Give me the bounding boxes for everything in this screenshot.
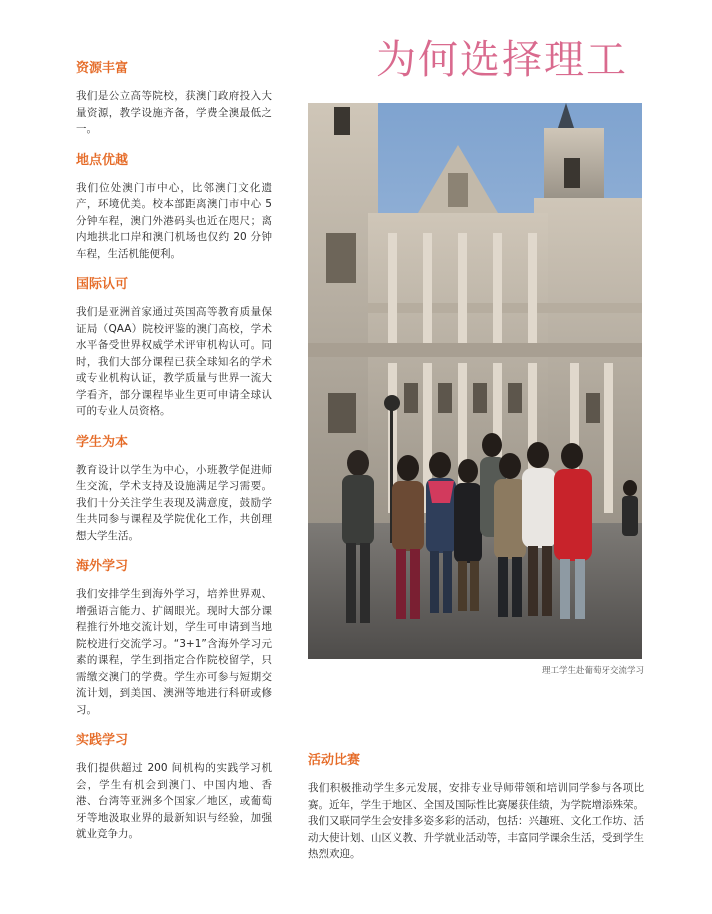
photo-caption: 理工学生赴葡萄牙交流学习 <box>541 666 644 676</box>
section-student-centered <box>76 434 272 545</box>
section-activities <box>308 752 644 863</box>
section-heading: 国际认可 <box>76 277 129 292</box>
section-recognition <box>76 276 272 420</box>
section-overseas <box>76 558 272 718</box>
section-resources <box>76 60 272 138</box>
section-heading: 资源丰富 <box>76 61 129 76</box>
section-heading: 活动比赛 <box>308 753 361 768</box>
section-heading: 学生为本 <box>76 434 129 450</box>
section-heading: 地点优越 <box>76 152 129 168</box>
section-body: 我们是公立高等院校，获澳门政府投入大量资源，教学设施齐备，学费全澳最低之一。 <box>76 90 272 135</box>
section-body: 我们是亚洲首家通过英国高等教育质量保证局（QAA）院校评鉴的澳门高校，学术水平备受世界权威学术评审机构认可。同时，我们大部分课程已获全球知名的学术或专业机构认证，教学质量与世界一流大学看齐，部分课程毕业生更可申请全球认可的专业人员资格。 <box>76 306 272 417</box>
section-body: 我们位处澳门市中心，比邻澳门文化遗产，环境优美。校本部距离澳门市中心 5 分钟车程，澳门外港码头也近在咫尺；离内地拱北口岸和澳门机场也仅约 20 分钟车程，生活机能便利。 <box>76 181 272 260</box>
section-location <box>76 152 272 263</box>
section-body: 我们安排学生到海外学习，培养世界观、增强语言能力、扩阔眼光。现时大部分课程推行外地交流计划，学生可申请到当地院校进行交流学习。“3+1”含海外学习元素的课程，学生到指定合作院校留学，只需缴交澳门的学费。学生亦可参与短期交流计划，到美国、澳洲等地进行科研或修习。 <box>76 588 272 716</box>
section-body: 教育设计以学生为中心，小班教学促进师生交流，学术支持及设施满足学习需要。我们十分关注学生表现及满意度，鼓励学生共同参与课程及学院优化工作，共创理想大学生活。 <box>76 463 272 542</box>
left-column <box>76 60 272 857</box>
section-heading: 海外学习 <box>76 559 129 574</box>
section-practice <box>76 732 272 843</box>
cathedral-group-photo <box>308 103 642 659</box>
page-title: 为何选择理工 <box>376 37 628 83</box>
section-body: 我们提供超过 200 间机构的实践学习机会，学生有机会到澳门、中国内地、香港、台湾等亚洲多个国家／地区，或葡萄牙等地汲取业界的最新知识与经验，加强就业竞争力。 <box>76 762 272 840</box>
section-heading: 实践学习 <box>76 733 129 748</box>
section-body: 我们积极推动学生多元发展，安排专业导师带领和培训同学参与各项比赛。近年，学生于地区、全国及国际性比赛屡获佳绩，为学院增添殊荣。我们又联同学生会安排多姿多彩的活动，包括：兴趣班、文化工作坊、活动大使计划、山区义教、升学就业活动等，丰富同学课余生活，受到学生热烈欢迎。 <box>308 782 644 860</box>
